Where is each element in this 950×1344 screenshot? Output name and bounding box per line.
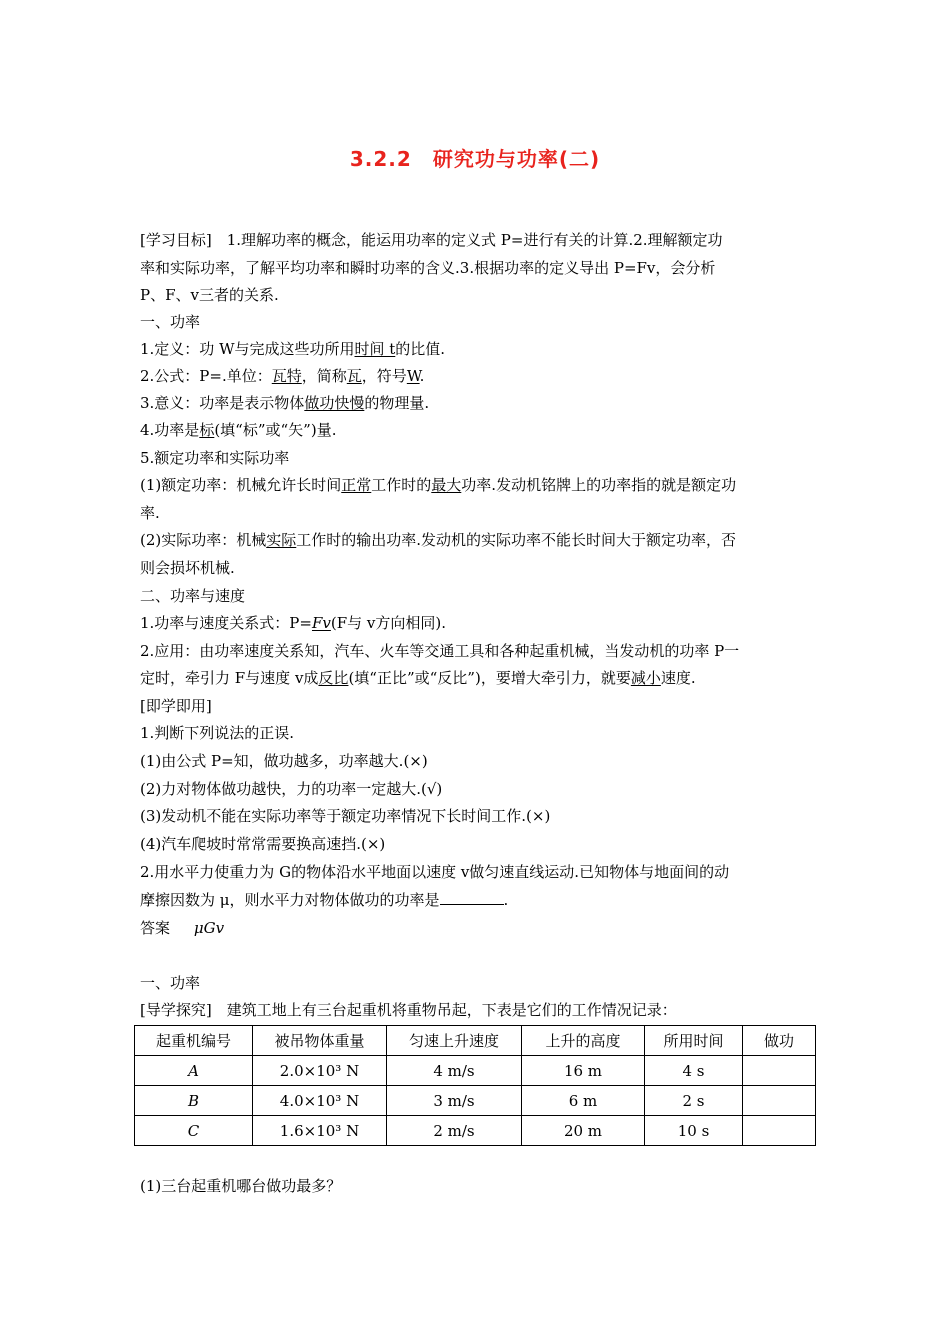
scalar-text: 4.功率是 [140,421,200,439]
application-line-1: 2.应用：由功率速度关系知，汽车、火车等交通工具和各种起重机械，当发动机的功率 P一 [140,642,740,660]
table-header: 上升的高度 [522,1026,645,1056]
goals-text-1: 1.理解功率的概念，能运用功率的定义式 P=进行有关的计算.2.理解额定功 [211,231,723,249]
rated-text: (1)额定功率：机械允许长时间 [140,476,342,494]
scalar-tail: (填“标”或“矢”)量. [214,421,337,439]
rated-line [140,475,736,495]
table-row [135,1086,816,1116]
table-cell: C [135,1116,253,1146]
actual-line-2: 则会损坏机械. [140,559,235,577]
formula-text-2: ，简称 [301,367,347,385]
table-cell: 2.0×10³ N [253,1056,387,1086]
rated-text-3: 功率.发动机铭牌上的功率指的就是额定功 [461,476,737,494]
application-line-2 [140,668,696,688]
application-answer-inverse: 反比 [318,669,349,687]
definition-line [140,339,445,359]
section-heading-power: 一、功率 [140,313,201,331]
definition-tail: 的比值. [395,340,446,358]
application-text-2: (填“正比”或“反比”)，要增大牵引力，就要 [348,669,631,687]
practice-q1d: (4)汽车爬坡时常常需要换高速挡.(×) [140,835,386,853]
practice-q1c: (3)发动机不能在实际功率等于额定功率情况下长时间工作.(×) [140,807,551,825]
table-cell: A [135,1056,253,1086]
application-tail: 速度. [660,669,696,687]
practice-q1b: (2)力对物体做功越快，力的功率一定越大.(√) [140,780,443,798]
rated-answer-max: 最大 [431,476,462,494]
practice-q2-tail: . [503,891,509,909]
table-header: 被吊物体重量 [253,1026,387,1056]
goals-line-2: 率和实际功率，了解平均功率和瞬时功率的含义.3.根据功率的定义导出 P=Fv，会分析 [140,259,716,277]
formula-text: 2.公式：P=.单位： [140,367,272,385]
table-cell: 10 s [645,1116,743,1146]
crane-table [134,1025,816,1146]
answer-label: 答案 [140,919,171,937]
table-cell: 2 m/s [387,1116,522,1146]
table-header: 匀速上升速度 [387,1026,522,1056]
question-1: (1)三台起重机哪台做功最多？ [140,1177,342,1195]
table-cell: 16 m [522,1056,645,1086]
goals-label: [学习目标] [140,231,212,249]
answer-value: μGv [193,919,225,937]
table-cell [743,1116,816,1146]
actual-line [140,530,736,550]
formula-line [140,366,424,386]
relation-line [140,613,446,633]
table-cell: 4.0×10³ N [253,1086,387,1116]
guide-text: 建筑工地上有三台起重机将重物吊起，下表是它们的工作情况记录： [211,1001,677,1019]
answer-blank [440,890,504,905]
meaning-text: 3.意义：功率是表示物体 [140,394,305,412]
practice-q1a: (1)由公式 P=知，做功越多，功率越大.(×) [140,752,428,770]
scalar-answer: 标 [199,421,215,439]
practice-label: [即学即用] [140,697,212,715]
practice-q2-line-2 [140,890,508,910]
table-cell [743,1086,816,1116]
section-heading-power-2: 一、功率 [140,974,201,992]
rated-text-2: 工作时的 [371,476,432,494]
practice-q2-line-1: 2.用水平力使重力为 G的物体沿水平地面以速度 v做匀速直线运动.已知物体与地面间的动 [140,863,730,881]
table-cell: 3 m/s [387,1086,522,1116]
table-header-row [135,1026,816,1056]
guide-label: [导学探究] [140,1001,212,1019]
relation-answer: Fv [311,614,331,632]
definition-answer: 时间 t [354,340,396,358]
actual-answer: 实际 [266,531,297,549]
table-cell: B [135,1086,253,1116]
table-header: 所用时间 [645,1026,743,1056]
formula-symbol-answer: W [406,367,420,385]
section-heading-power-speed: 二、功率与速度 [140,587,246,605]
meaning-answer: 做功快慢 [304,394,365,412]
table-cell: 4 s [645,1056,743,1086]
relation-text: 1.功率与速度关系式：P= [140,614,312,632]
page-title: 3.2.2 研究功与功率(二) [349,147,601,171]
actual-text-2: 工作时的输出功率.发动机的实际功率不能长时间大于额定功率，否 [296,531,737,549]
formula-unit-answer: 瓦特 [271,367,302,385]
table-header: 起重机编号 [135,1026,253,1056]
definition-text: 1.定义：功 W与完成这些功所用 [140,340,355,358]
table-cell: 4 m/s [387,1056,522,1086]
meaning-tail: 的物理量. [364,394,430,412]
scalar-line [140,420,336,440]
goals-line-1 [140,230,723,250]
goals-line-3: P、F、v三者的关系. [140,286,279,304]
table-header: 做功 [743,1026,816,1056]
table-cell: 2 s [645,1086,743,1116]
relation-tail: (F与 v方向相同). [330,614,446,632]
table-cell: 20 m [522,1116,645,1146]
table-row [135,1116,816,1146]
actual-text: (2)实际功率：机械 [140,531,267,549]
practice-q1: 1.判断下列说法的正误. [140,724,295,742]
practice-q2-text: 摩擦因数为 μ，则水平力对物体做功的功率是 [140,891,440,909]
formula-short-answer: 瓦 [346,367,362,385]
guide-line [140,1000,677,1020]
answer-line [140,918,224,938]
formula-text-3: ，符号 [361,367,407,385]
formula-tail: . [419,367,425,385]
application-text: 定时，牵引力 F与速度 v成 [140,669,319,687]
application-answer-decrease: 减小 [630,669,661,687]
table-cell: 6 m [522,1086,645,1116]
table-cell [743,1056,816,1086]
rated-answer-normal: 正常 [341,476,372,494]
rated-line-2: 率. [140,504,160,522]
table-row [135,1056,816,1086]
table-cell: 1.6×10³ N [253,1116,387,1146]
rated-heading: 5.额定功率和实际功率 [140,449,290,467]
meaning-line [140,393,429,413]
